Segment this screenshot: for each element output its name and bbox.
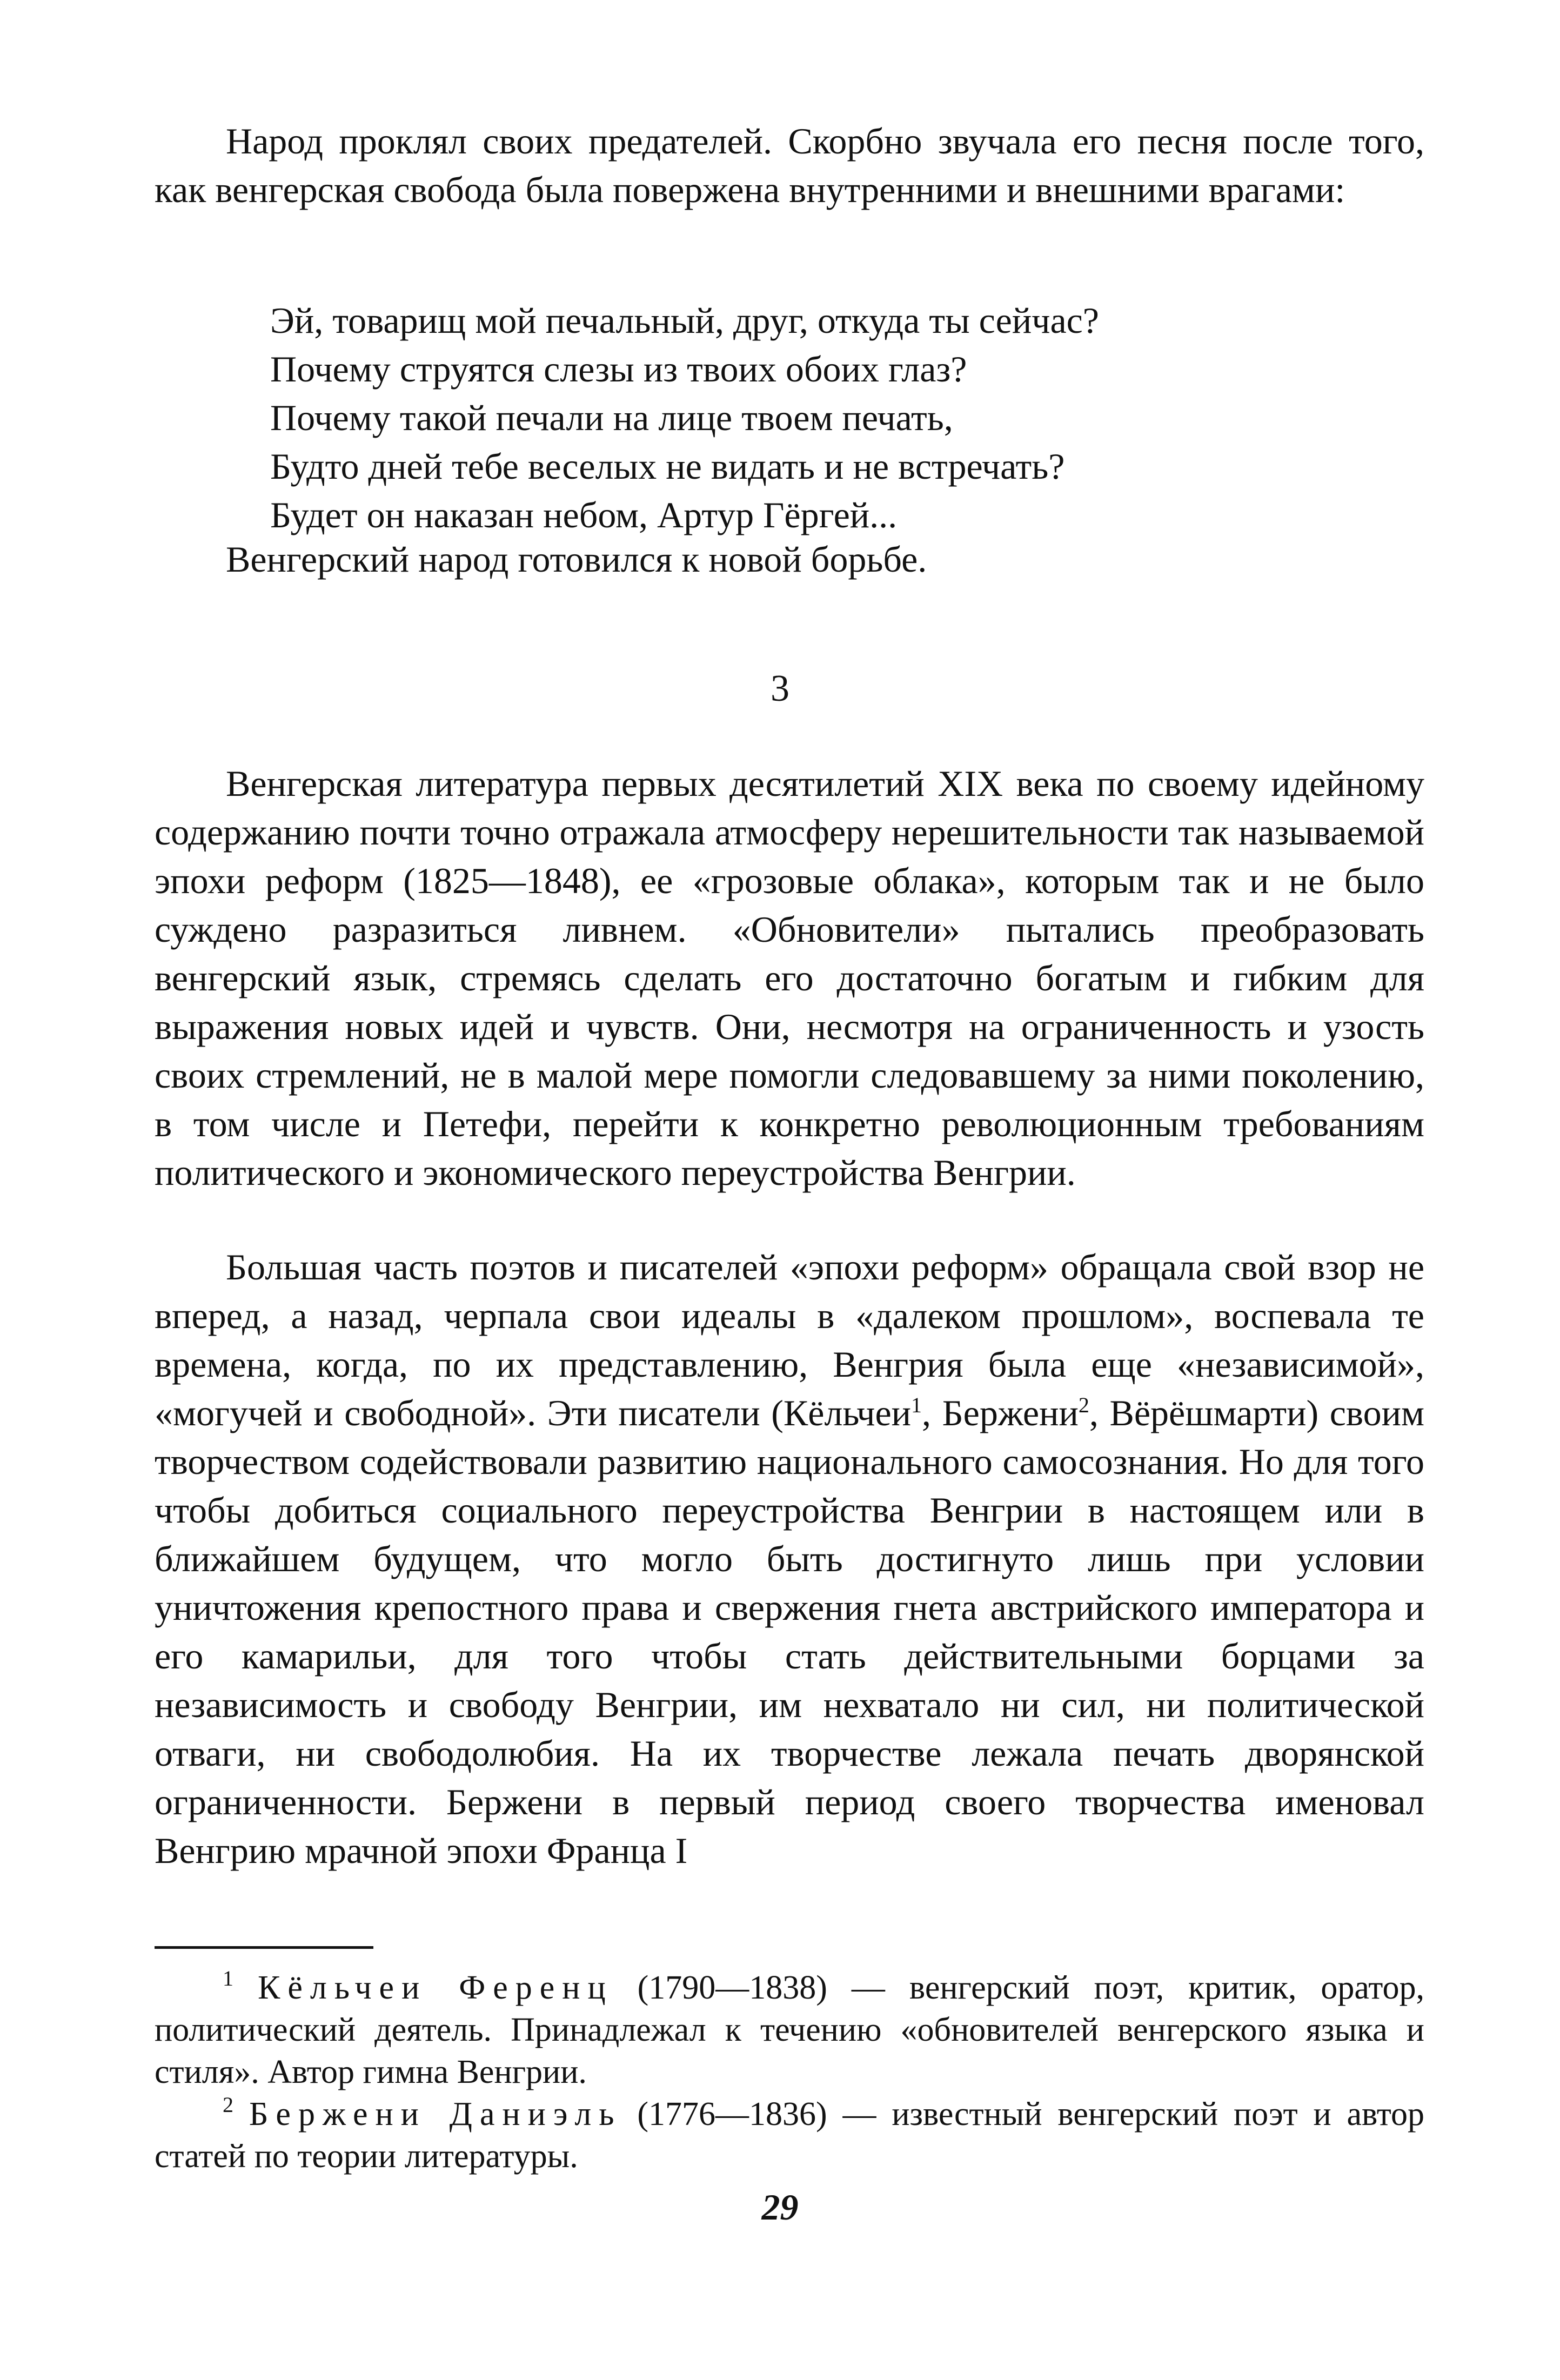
footnote-ref[interactable]: 1 [911, 1393, 922, 1417]
footnote-name: Бержени Даниэль [249, 2096, 622, 2133]
footnote-separator [155, 1946, 373, 1949]
paragraph-text: , Вёрёшмарти) своим творчеством содействовали развитию национального самосознания. Но для того чтобы добиться социального переустройства Венгрии в настоящем или в ближайшем будущем, что могло быть достигнуто лишь при условии уничтожения крепостного права и свержения гнета австрийского императора и его камарильи, для того чтобы стать действительными борцами за независимость и свободу Венгрии, им нехватало ни сил, ни политической отваги, ни свободолюбия. На их творчестве лежала печать дворянской ограниченности. Бержени в первый период своего творчества именовал Венгрию мрачной эпохи Франца I [155, 1392, 1424, 1871]
verse-line: Почему такой печали на лице твоем печать, [270, 397, 953, 438]
paragraph-text: , Бержени [922, 1392, 1079, 1433]
paragraph-text: Большая часть поэтов и писателей «эпохи реформ» обращала свой взор не вперед, а назад, черпала свои идеалы в «далеком прошлом», воспевала те времена, когда, по их представлению, Венгрия была еще «независимой», «могучей и свободной». Эти писатели (Кёльчеи [155, 1246, 1424, 1433]
footnote-text: (1776—1836) — известный венгерский поэт и автор статей по теории литературы. [155, 2096, 1425, 2175]
footnote-marker: 2 [223, 2093, 233, 2117]
footnote-name: Кёльчеи Ференц [258, 1969, 613, 2006]
paragraph-intro: Народ проклял своих предателей. Скорбно звучала его песня после того, как венгерская свобода была повержена внутренними и внешними врагами: [155, 120, 1424, 210]
footnote-ref[interactable]: 2 [1078, 1393, 1089, 1417]
verse-line: Почему струятся слезы из твоих обоих глаз? [270, 348, 967, 390]
footnote [155, 2093, 1424, 2177]
footnotes [155, 1967, 1424, 2177]
paragraph-reform-writers [155, 1243, 1424, 1875]
footnote-marker: 1 [223, 1966, 233, 1990]
verse-block [270, 296, 1427, 539]
page-number: 29 [761, 2187, 799, 2228]
paragraph-after-verse: Венгерский народ готовился к новой борьбе. [226, 539, 927, 580]
verse-line: Эй, товарищ мой печальный, друг, откуда ты сейчас? [270, 300, 1099, 341]
verse-line: Будет он наказан небом, Артур Гёргей... [270, 494, 898, 535]
section-number: 3 [771, 668, 789, 709]
verse-line: Будто дней тебе веселых не видать и не встречать? [270, 446, 1065, 487]
footnote-text: (1790—1838) — венгерский поэт, критик, оратор, политический деятель. Принадлежал к течению «обновителей венгерского языка и стиля». Автор гимна Венгрии. [155, 1969, 1425, 2090]
footnote [155, 1967, 1424, 2093]
paragraph-literature: Венгерская литература первых десятилетий XIX века по своему идейному содержанию почти точно отражала атмосферу нерешительности так называемой эпохи реформ (1825—1848), ее «грозовые облака», которым так и не было суждено разразиться ливнем. «Обновители» пытались преобразовать венгерский язык, стремясь сделать его достаточно богатым и гибким для выражения новых идей и чувств. Они, несмотря на ограниченность и узость своих стремлений, не в малой мере помогли следовавшему за ними поколению, в том числе и Петефи, перейти к конкретно революционным требованиям политического и экономического переустройства Венгрии. [155, 763, 1424, 1193]
